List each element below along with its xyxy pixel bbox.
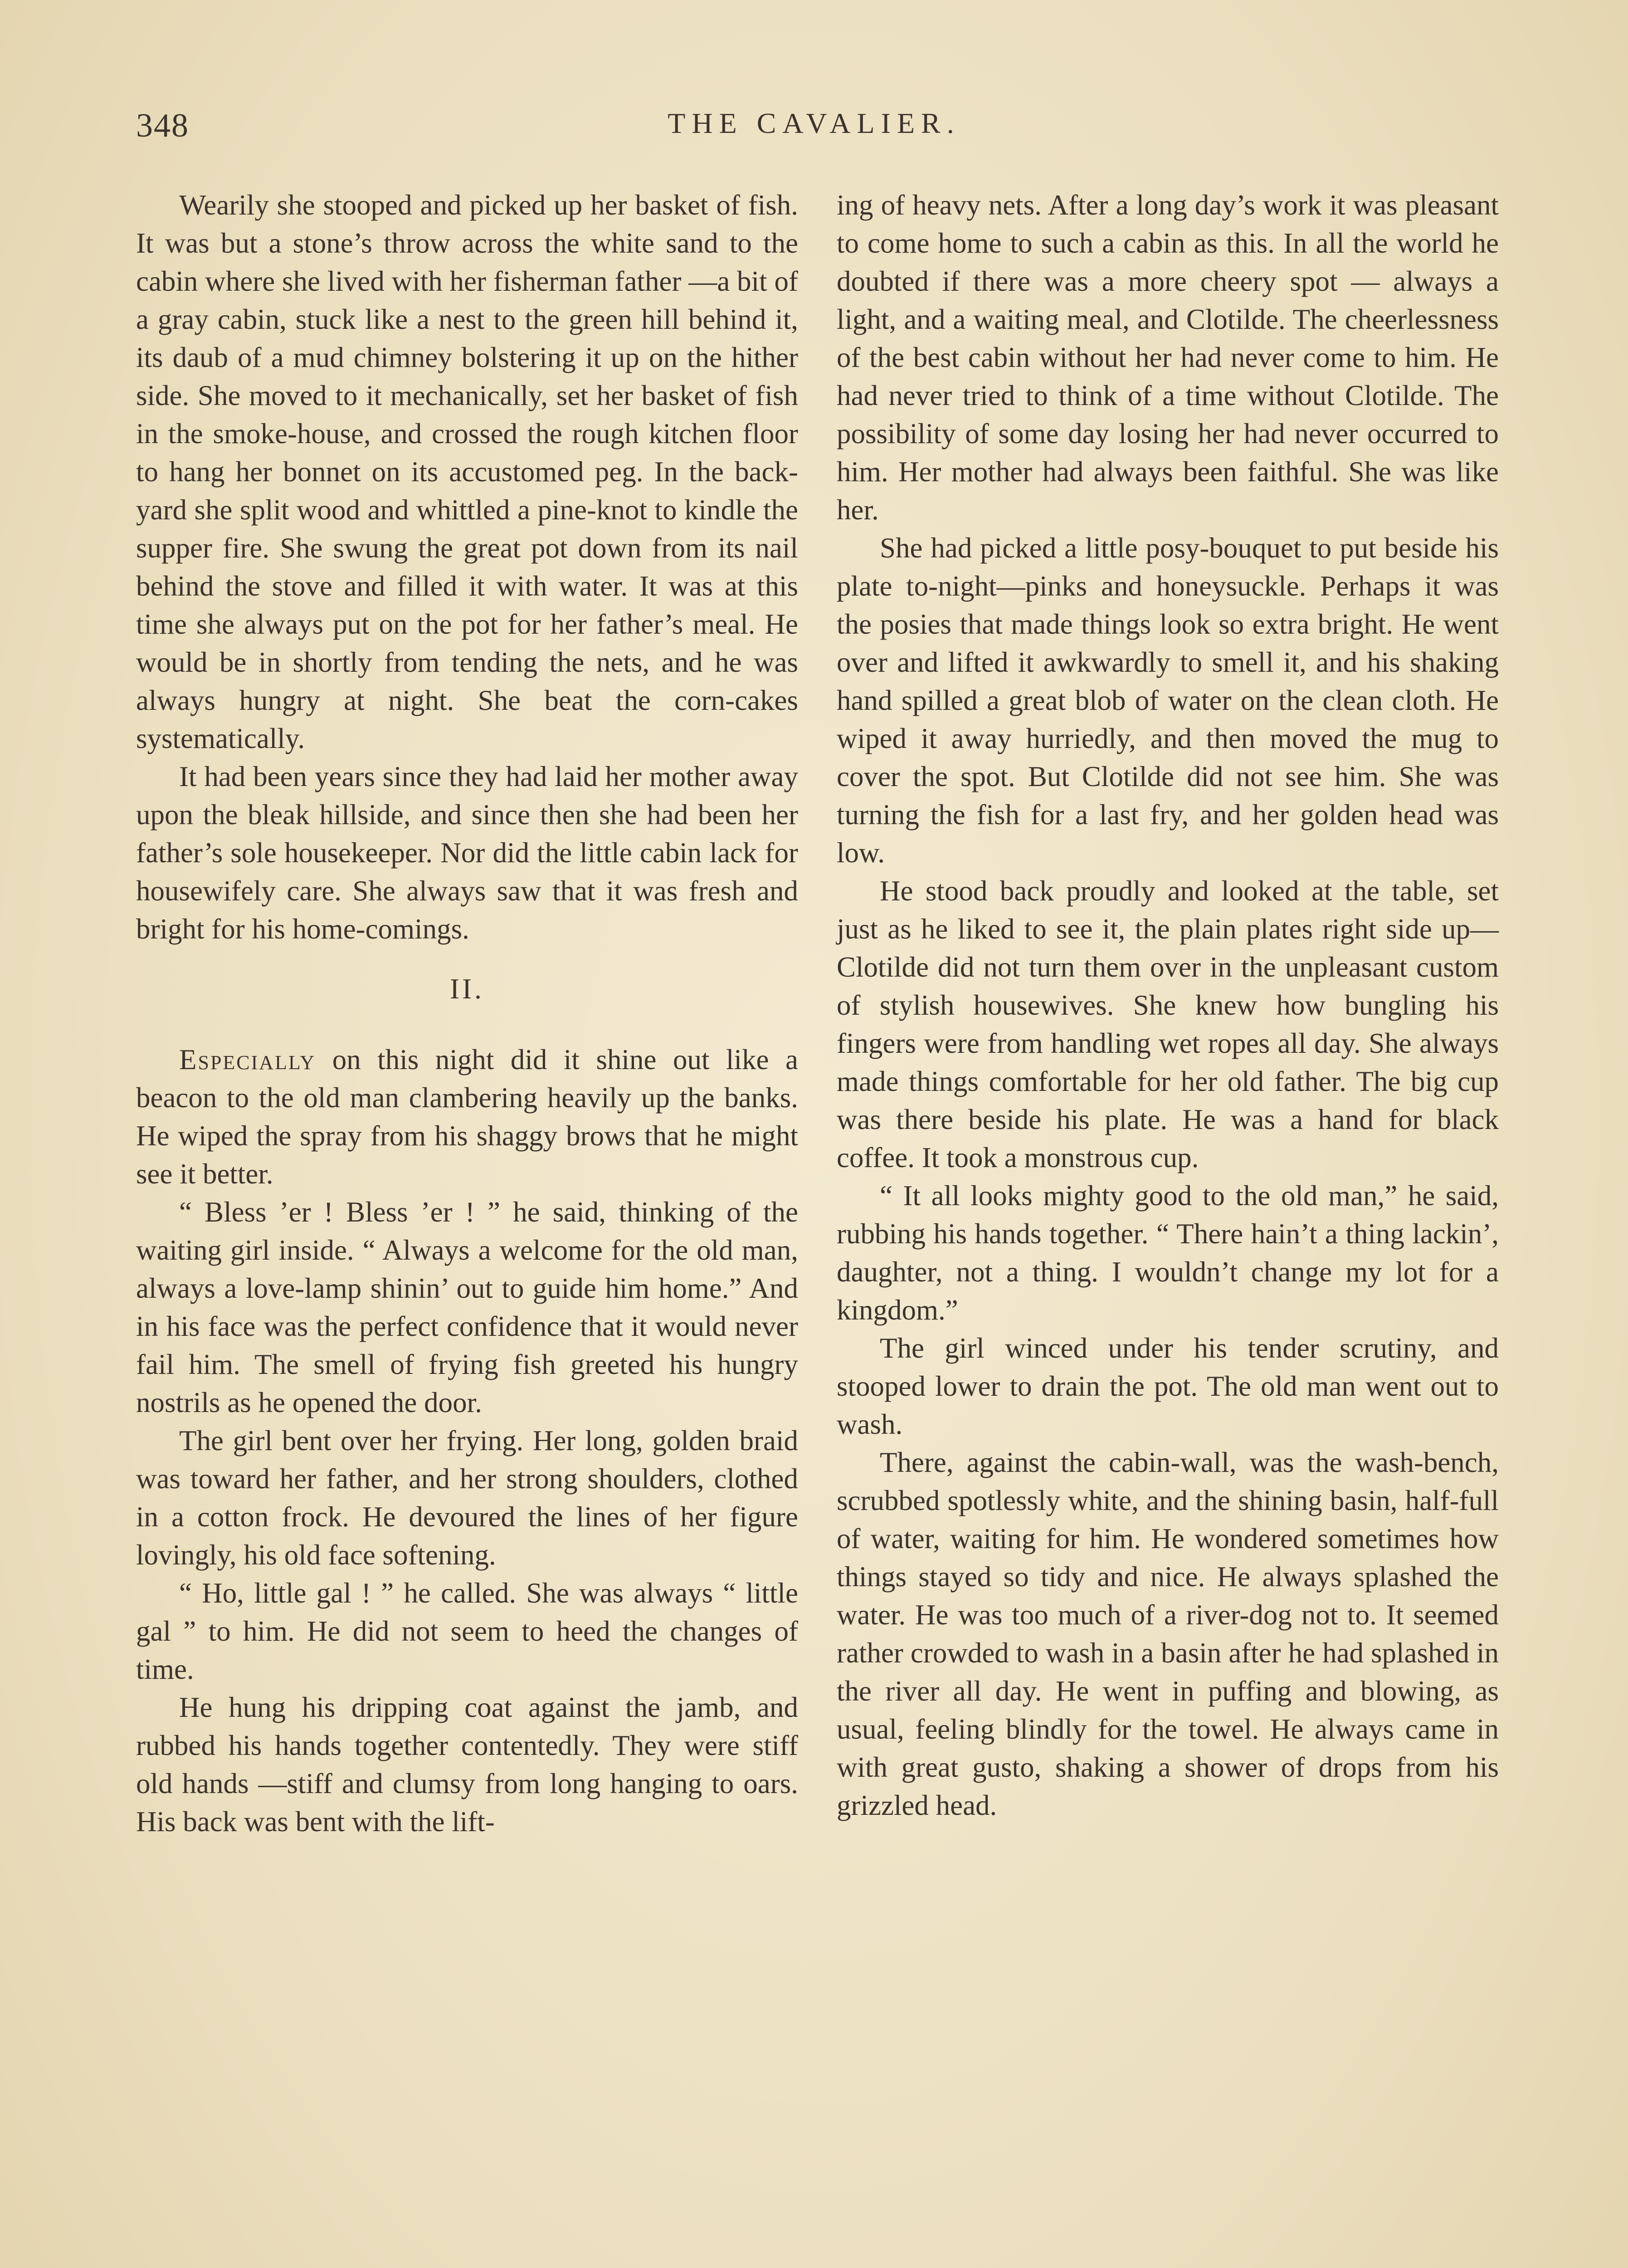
paragraph-continued: ing of heavy nets. After a long day’s work it was pleasant to come home to such a cabin as this. In all the world he doubted if there was a more cheery spot — always a light, and a waiting meal, and Clotilde. The cheerlessness of the best cabin without her had never come to him. He had never tried to think of a time without Clotilde. The possibility of some day losing her had never occurred to him. Her mother had always been faithful. She was like her. [837,189,1499,526]
paragraph: The girl winced under his tender scrutiny, and stooped lower to drain the pot. The old man went out to wash. [837,1332,1499,1440]
paragraph: It had been years since they had laid her mother away upon the bleak hillside, and since then she had been her father’s sole housekeeper. Nor did the little cabin lack for housewifely care. She always saw that it was fresh and bright for his home-comings. [136,761,798,945]
paragraph: He hung his dripping coat against the jamb, and rubbed his hands together contentedly. They were stiff old hands —stiff and clumsy from long hanging to oars. His back was bent with the lift- [136,1691,798,1838]
left-column [136,186,798,1841]
paragraph-text: on this night did it shine out like a beacon to the old man clambering heavily up the banks. He wiped the spray from his shaggy brows that he might see it better. [136,1044,798,1190]
section-heading: II. [450,973,484,1005]
paragraph: She had picked a little posy-bouquet to put beside his plate to-night—pinks and honeysuckle. Perhaps it was the posies that made things look so extra bright. He went over and lifted it awkwardly to smell it, and his shaking hand spilled a great blob of water on the clean cloth. He wiped it away hurriedly, and then moved the mug to cover the spot. But Clotilde did not see him. She was turning the fish for a last fry, and her golden head was low. [837,532,1499,869]
paragraph: Wearily she stooped and picked up her basket of fish. It was but a stone’s throw across the white sand to the cabin where she lived with her fisherman father —a bit of a gray cabin, stuck like a nest to the green hill behind it, its daub of a mud chimney bolstering it up on the hither side. She moved to it mechanically, set her basket of fish in the smoke-house, and crossed the rough kitchen floor to hang her bonnet on its accustomed peg. In the back-yard she split wood and whittled a pine-knot to kindle the supper fire. She swung the great pot down from its nail behind the stove and filled it with water. It was at this time she always put on the pot for her father’s meal. He would be in shortly from tending the nets, and he was always hungry at night. She beat the corn-cakes systematically. [136,189,798,754]
paragraph: “ Ho, little gal ! ” he called. She was always “ little gal ” to him. He did not seem to heed the changes of time. [136,1577,798,1685]
page-number: 348 [136,107,189,144]
page-header-title: THE CAVALIER. [668,107,960,139]
paragraph: There, against the cabin-wall, was the wash-bench, scrubbed spotlessly white, and the shining basin, half-full of water, waiting for him. He wondered sometimes how things stayed so tidy and nice. He always splashed the water. He was too much of a river-dog not to. It seemed rather crowded to wash in a basin after he had splashed in the river all day. He went in puffing and blowing, as usual, feeling blindly for the towel. He always came in with great gusto, shaking a shower of drops from his grizzled head. [837,1447,1499,1821]
paragraph: He stood back proudly and looked at the table, set just as he liked to see it, the plain plates right side up—Clotilde did not turn them over in the unpleasant custom of stylish housewives. She knew how bungling his fingers were from handling wet ropes all day. She always made things comfortable for her old father. The big cup was there beside his plate. He was a hand for black coffee. It took a monstrous cup. [837,875,1499,1173]
running-head [136,107,1492,156]
paragraph: “ Bless ’er ! Bless ’er ! ” he said, thinking of the waiting girl inside. “ Always a welcome for the old man, always a love-lamp shinin’ out to guide him home.” And in his face was the perfect confidence that it would never fail him. The smell of frying fish greeted his hungry nostrils as he opened the door. [136,1196,798,1418]
paragraph [136,1041,798,1193]
paragraph: The girl bent over her frying. Her long, golden braid was toward her father, and her strong shoulders, clothed in a cotton frock. He devoured the lines of her figure lovingly, his old face softening. [136,1425,798,1571]
right-column [837,186,1499,1824]
paragraph: “ It all looks mighty good to the old man,” he said, rubbing his hands together. “ There hain’t a thing lackin’, daughter, not a thing. I wouldn’t change my lot for a kingdom.” [837,1180,1499,1326]
paragraph-lead-small-caps: Especially [179,1044,316,1075]
